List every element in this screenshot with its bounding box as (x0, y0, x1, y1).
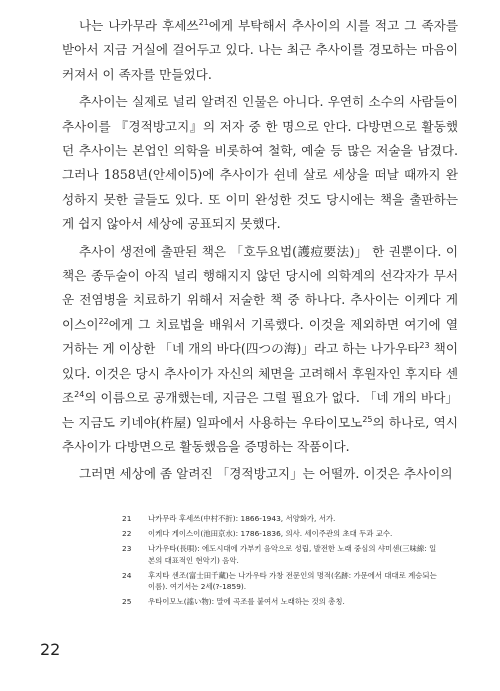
paragraph-1 (62, 14, 458, 87)
footnote-number: 24 (122, 570, 132, 580)
text-run: 에게 부탁해서 추사이의 시를 적고 그 족자를 받아서 지금 거실에 걸어두고 있다. 나는 최근 추사이를 경모하는 마음이 커져서 이 족자를 만들었다. (62, 18, 458, 82)
paragraph-4 (62, 462, 458, 486)
body-text (62, 14, 458, 490)
footnote-text: 나카무라 후세쓰(中村不折): 1866-1943, 서양화가, 서가. (148, 514, 336, 523)
footnote-25 (122, 596, 442, 607)
footnote-number: 22 (122, 529, 132, 539)
footnote-ref-25[interactable]: 25 (362, 414, 373, 424)
footnote-21 (122, 513, 442, 524)
text-run: 추사이 생전에 출판된 책은 「호두요법(護痘要法)」 한 권뿐이다. 이 책은 종두술이 아직 널리 행해지지 않던 당시에 의학계의 선각자가 무서운 전염병을 치료하기 위해서 저술한 책 중 하나다. 추사이는 이케다 게이스이 (62, 243, 458, 332)
footnote-text: 나가우타(長唄): 에도시대에 가부키 음악으로 성립, 발전한 노래 중심의 샤미센(三味線: 일본의 대표적인 현악기) 음악. (148, 544, 437, 565)
footnote-text: 이케다 게이스이(池田京水): 1786-1836, 의사. 세이주관의 초대 두과 교수. (148, 529, 393, 539)
paragraph-3 (62, 240, 458, 460)
footnote-22 (122, 528, 442, 539)
text-run: 그러면 세상에 좀 알려진 「경적방고지」는 어떨까. 이것은 추사이의 (79, 466, 453, 482)
footnote-ref-21[interactable]: 21 (198, 17, 209, 27)
footnotes (122, 513, 442, 611)
footnote-number: 21 (122, 514, 132, 523)
text-run: 의 이름으로 공개했는데, 지금은 그럴 필요가 없다. 「네 개의 바다」는 지금도 키네야(杵屋) 일파에서 사용하는 우타이모노 (62, 390, 458, 430)
paragraph-2 (62, 90, 458, 236)
footnote-number: 25 (122, 597, 132, 607)
text-run: 책이 있다. 이것은 당시 추사이가 자신의 체면을 고려해서 후원자인 후지타 센조 (62, 341, 458, 406)
footnote-ref-22[interactable]: 22 (98, 316, 109, 326)
text-run: 나는 나카무라 후세쓰 (79, 18, 199, 33)
text-run: 에게 그 치료법을 배워서 기록했다. 이것을 제외하면 여기에 열거하는 게 이상한 「네 개의 바다(四つの海)」라고 하는 나가우타 (62, 316, 458, 357)
footnote-text: 후지타 센조(富士田千藏)는 나가우타 가창 전문인의 명적(名跡: 가문에서 대대로 계승되는 이름). 여기서는 2세(?-1859). (148, 570, 437, 592)
footnote-text: 우타이모노(謠い物): 말에 곡조를 붙여서 노래하는 것의 총칭. (148, 597, 345, 607)
footnote-ref-23[interactable]: 23 (419, 341, 430, 351)
footnote-ref-24[interactable]: 24 (74, 389, 85, 399)
page-number: 22 (40, 640, 61, 659)
text-run: 추사이는 실제로 널리 알려진 인물은 아니다. 우연히 소수의 사람들이 추사이를 『경적방고지』의 저자 중 한 명으로 안다. 다방면으로 활동했던 추사이는 본업인 의학을 비롯하여 철학, 예술 등 많은 저술을 남겼다. 그러나 1858년(안세이5)에 추사이가 쉰네 살로 세상을 떠날 때까지 완성하지 못한 글들도 있다. 또 이미 완성한 것도 당시에는 책을 출판하는 게 쉽지 않아서 세상에 공표되지 못했다. (62, 94, 458, 232)
text-run: 의 하나로, 역시 추사이가 다방면으로 활동했음을 증명하는 작품이다. (62, 414, 458, 454)
footnote-number: 23 (122, 544, 132, 554)
footnote-23 (122, 543, 442, 565)
footnote-24 (122, 570, 442, 592)
